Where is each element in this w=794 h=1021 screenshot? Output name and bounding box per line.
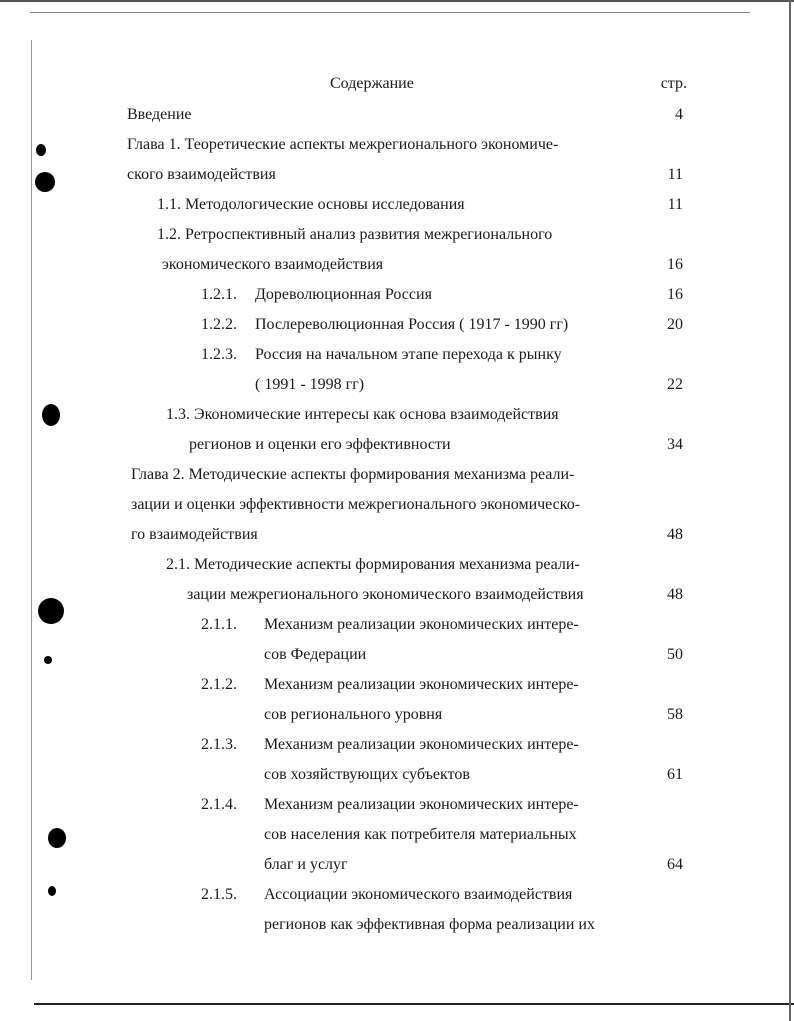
toc-entry-2-1-4-cont2: благ и услуг (264, 856, 348, 873)
toc-entry-1-2-1: Дореволюционная Россия (255, 286, 432, 303)
toc-page-1-1: 11 (667, 196, 683, 213)
binding-hole-7 (48, 886, 56, 896)
toc-page-1-2-2: 20 (667, 316, 683, 333)
toc-entry-2-1-2-cont: сов регионального уровня (264, 706, 443, 723)
toc-page-1-2-1: 16 (667, 286, 683, 303)
scan-top-edge (0, 0, 794, 2)
scan-bottom-rule (34, 1003, 794, 1005)
toc-entry-2-1-1: Механизм реализации экономических интере- (264, 616, 579, 633)
binding-hole-2 (35, 172, 55, 192)
binding-hole-5 (44, 656, 52, 664)
scan-left-margin-line (31, 40, 32, 980)
toc-num-1-2-3: 1.2.3. (201, 346, 237, 363)
toc-entry-1-2-cont: экономического взаимодействия (162, 256, 384, 273)
toc-entry-2-1-5: Ассоциации экономического взаимодействия (264, 886, 573, 903)
toc-page-chapter-1: 11 (667, 166, 683, 183)
toc-entry-chapter-2-cont2: го взаимодействия (131, 526, 258, 543)
toc-title: Содержание (330, 75, 414, 92)
toc-entry-1-3-cont: регионов и оценки его эффективности (189, 436, 451, 453)
toc-entry-1-2-3-cont: ( 1991 - 1998 гг) (255, 376, 365, 393)
toc-entry-2-1-2: Механизм реализации экономических интере- (264, 676, 579, 693)
toc-entry-chapter-1: Глава 1. Теоретические аспекты межрегионального экономиче- (127, 136, 559, 153)
toc-num-2-1-1: 2.1.1. (201, 616, 237, 633)
toc-entry-1-2-2: Послереволюционная Россия ( 1917 - 1990 гг) (255, 316, 569, 333)
binding-hole-1 (36, 144, 46, 156)
toc-entry-1-1: 1.1. Методологические основы исследования (157, 196, 465, 213)
toc-num-2-1-3: 2.1.3. (201, 736, 237, 753)
toc-entry-chapter-1-cont: ского взаимодействия (127, 166, 276, 183)
toc-num-2-1-2: 2.1.2. (201, 676, 237, 693)
binding-hole-6 (48, 828, 66, 848)
toc-num-2-1-5: 2.1.5. (201, 886, 237, 903)
page-column-label: стр. (660, 75, 687, 92)
toc-entry-2-1-cont: зации межрегионального экономического взаимодействия (187, 586, 584, 603)
toc-entry-2-1-5-cont: регионов как эффективная форма реализации их (264, 916, 595, 933)
toc-num-1-2-2: 1.2.2. (201, 316, 237, 333)
toc-page-1-2-3: 22 (667, 376, 683, 393)
toc-page-2-1-4: 64 (667, 856, 683, 873)
toc-page-chapter-2: 48 (667, 526, 683, 543)
toc-entry-2-1-1-cont: сов Федерации (264, 646, 367, 663)
toc-entry-intro: Введение (127, 106, 192, 123)
toc-entry-1-3: 1.3. Экономические интересы как основа взаимодействия (166, 406, 559, 423)
toc-page-2-1-1: 50 (667, 646, 683, 663)
scan-right-edge (789, 0, 791, 1021)
toc-entry-1-2: 1.2. Ретроспективный анализ развития межрегионального (157, 226, 553, 243)
toc-page-2-1-2: 58 (667, 706, 683, 723)
toc-entry-chapter-2: Глава 2. Методические аспекты формирования механизма реали- (131, 466, 575, 483)
scan-top-rule (30, 12, 750, 13)
toc-page-intro: 4 (675, 106, 683, 123)
toc-page-1-2: 16 (667, 256, 683, 273)
toc-entry-2-1-3-cont: сов хозяйствующих субъектов (264, 766, 470, 783)
toc-entry-2-1-4: Механизм реализации экономических интере- (264, 796, 579, 813)
toc-entry-2-1: 2.1. Методические аспекты формирования механизма реали- (166, 556, 580, 573)
binding-hole-4 (38, 598, 64, 624)
toc-page-2-1-3: 61 (667, 766, 683, 783)
toc-entry-chapter-2-cont: зации и оценки эффективности межрегионального экономическо- (131, 496, 581, 513)
toc-num-1-2-1: 1.2.1. (201, 286, 237, 303)
toc-page-2-1: 48 (667, 586, 683, 603)
toc-entry-2-1-4-cont: сов населения как потребителя материальных (264, 826, 577, 843)
toc-page-1-3: 34 (667, 436, 683, 453)
toc-entry-2-1-3: Механизм реализации экономических интере- (264, 736, 579, 753)
binding-hole-3 (42, 404, 60, 426)
toc-entry-1-2-3: Россия на начальном этапе перехода к рынку (255, 346, 562, 363)
toc-num-2-1-4: 2.1.4. (201, 796, 237, 813)
